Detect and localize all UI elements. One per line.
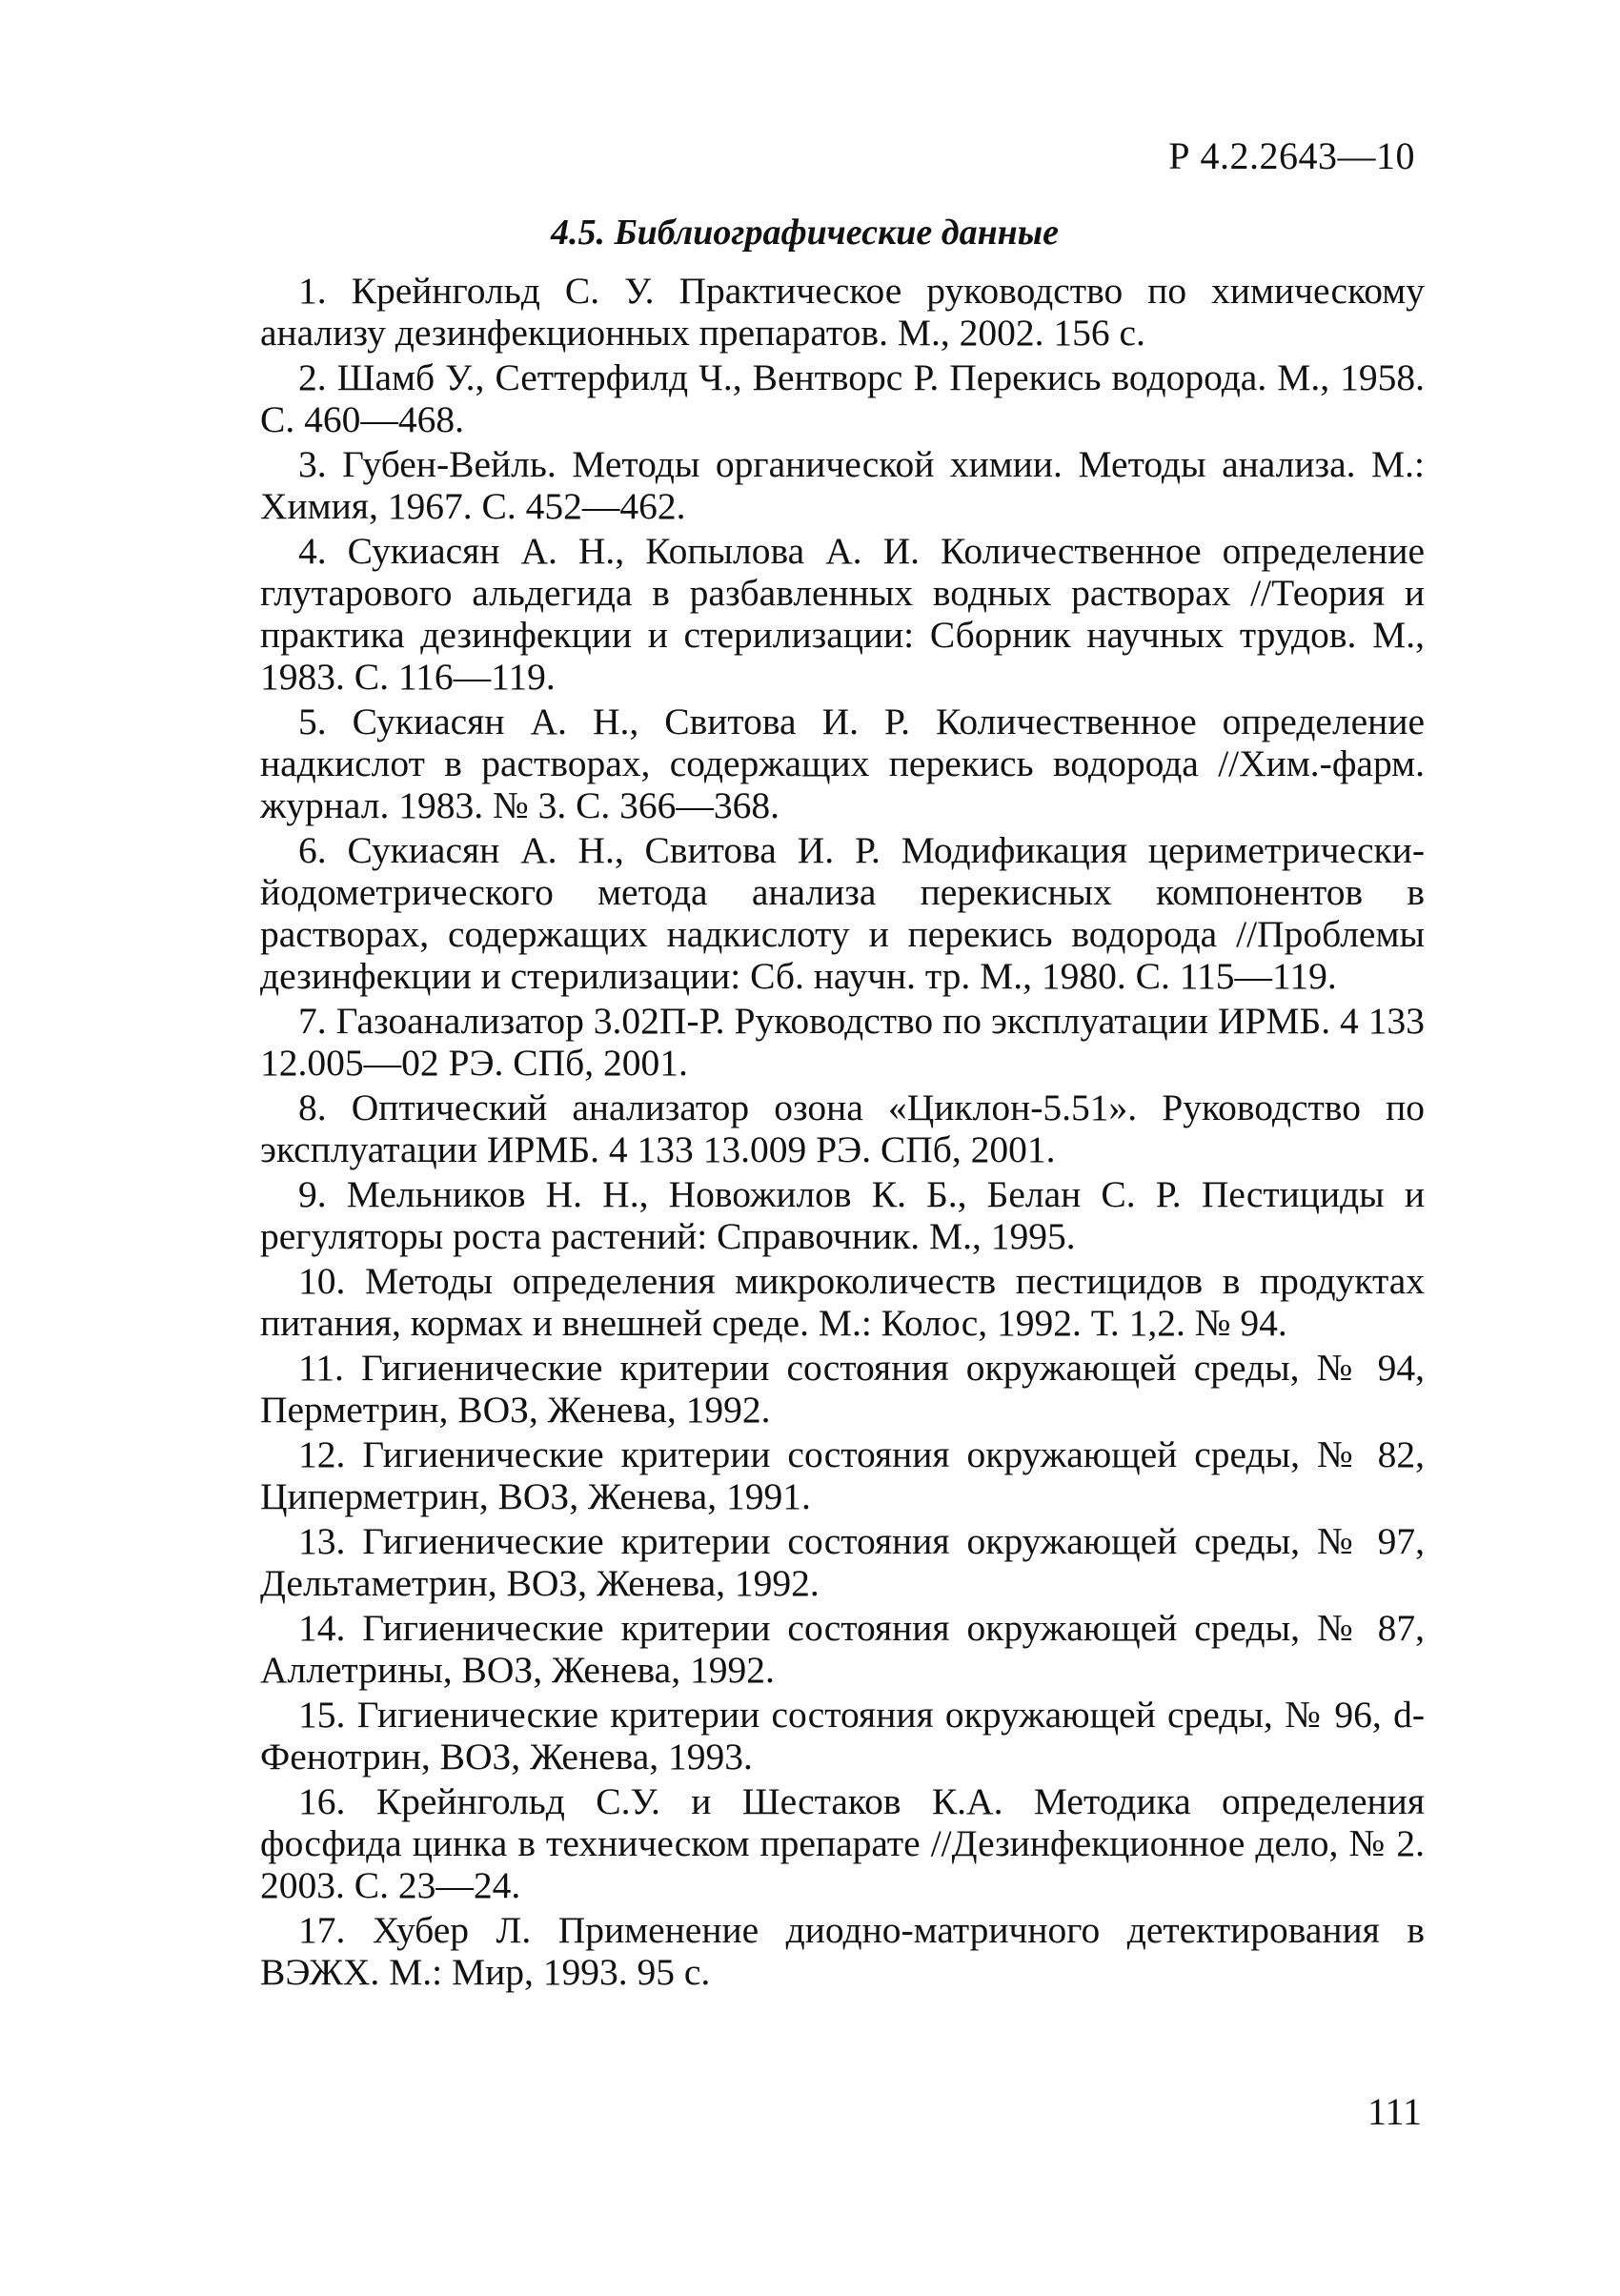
reference-item: 5. Сукиасян А. Н., Свитова И. Р. Количественное определение надкислот в растворах, содержащих перекись водорода //Хим.-фарм. журнал. 1983. № 3. С. 366—368. [260,701,1425,826]
reference-item: 2. Шамб У., Сеттерфилд Ч., Вентворс Р. Перекись водорода. М., 1958. С. 460—468. [260,356,1425,440]
reference-item: 1. Крейнгольд С. У. Практическое руководство по химическому анализу дезинфекционных препаратов. М., 2002. 156 с. [260,270,1425,354]
reference-item: 16. Крейнгольд С.У. и Шестаков К.А. Методика определения фосфида цинка в техническом препарате //Дезинфекционное дело, № 2. 2003. С. 23—24. [260,1780,1425,1906]
reference-item: 13. Гигиенические критерии состояния окружающей среды, № 97, Дельтаметрин, ВОЗ, Женева, 1992. [260,1520,1425,1604]
reference-list [260,270,1425,1996]
reference-item: 6. Сукиасян А. Н., Свитова И. Р. Модификация цериметрически-йодометрического метода анализа перекисных компонентов в растворах, содержащих надкислоту и перекись водорода //Проблемы дезинфекции и стерилизации: Сб. научн. тр. М., 1980. С. 115—119. [260,829,1425,997]
page-number: 111 [1367,2090,1422,2133]
document-code: Р 4.2.2643—10 [1168,134,1415,177]
reference-item: 9. Мельников Н. Н., Новожилов К. Б., Белан С. Р. Пестициды и регуляторы роста растений: Справочник. М., 1995. [260,1173,1425,1257]
reference-item: 4. Сукиасян А. Н., Копылова А. И. Количественное определение глутарового альдегида в разбавленных водных растворах //Теория и практика дезинфекции и стерилизации: Сборник научных трудов. М., 1983. С. 116—119. [260,530,1425,698]
reference-item: 17. Хубер Л. Применение диодно-матричного детектирования в ВЭЖХ. М.: Мир, 1993. 95 с. [260,1909,1425,1993]
reference-item: 3. Губен-Вейль. Методы органической химии. Методы анализа. М.: Химия, 1967. С. 452—462. [260,443,1425,527]
reference-item: 8. Оптический анализатор озона «Циклон-5.51». Руководство по эксплуатации ИРМБ. 4 133 13.009 РЭ. СПб, 2001. [260,1087,1425,1170]
reference-item: 10. Методы определения микроколичеств пестицидов в продуктах питания, кормах и внешней среде. М.: Колос, 1992. Т. 1,2. № 94. [260,1260,1425,1344]
reference-item: 12. Гигиенические критерии состояния окружающей среды, № 82, Циперметрин, ВОЗ, Женева, 1991. [260,1433,1425,1517]
reference-item: 7. Газоанализатор 3.02П-Р. Руководство по эксплуатации ИРМБ. 4 133 12.005—02 РЭ. СПб, 2001. [260,1000,1425,1084]
reference-item: 14. Гигиенические критерии состояния окружающей среды, № 87, Аллетрины, ВОЗ, Женева, 1992. [260,1607,1425,1691]
reference-item: 15. Гигиенические критерии состояния окружающей среды, № 96, d-Фенотрин, ВОЗ, Женева, 1993. [260,1694,1425,1778]
reference-item: 11. Гигиенические критерии состояния окружающей среды, № 94, Перметрин, ВОЗ, Женева, 1992. [260,1347,1425,1431]
section-title: 4.5. Библиографические данные [551,213,1060,253]
